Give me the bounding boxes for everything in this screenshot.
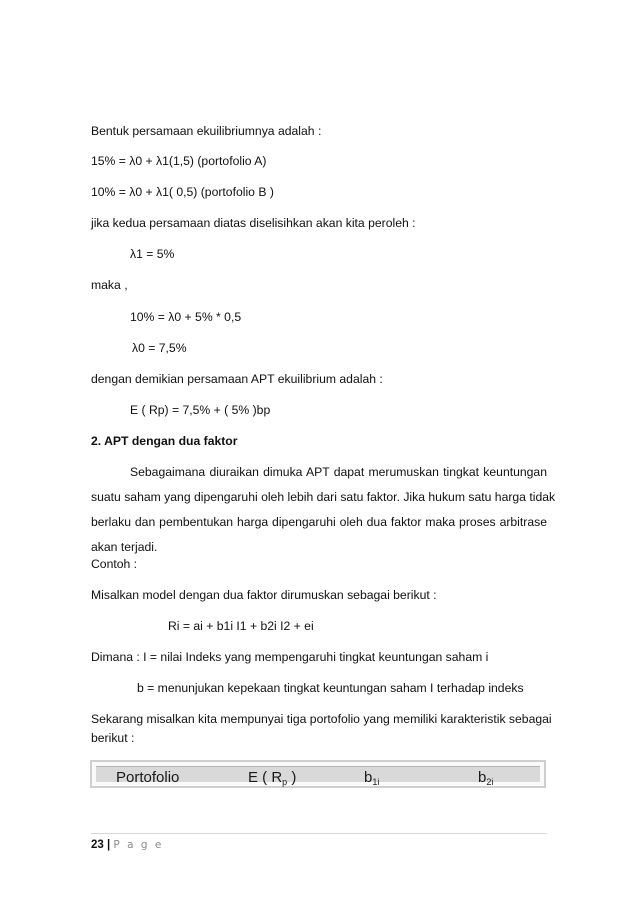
column-header-b2i: $b_{2i}$ [478, 769, 494, 787]
section-heading: 2. APT dengan dua faktor [91, 434, 238, 448]
footer-separator: | [103, 839, 114, 851]
text-line: Misalkan model dengan dua faktor dirumuskan sebagai berikut : [91, 588, 437, 602]
paragraph-line: berlaku dan pembentukan harga dipengaruhi oleh dua faktor maka proses arbitrase [91, 515, 547, 529]
paragraph-line: berikut : [91, 731, 135, 745]
equation-portfolio-b: 10% = λ0 + λ1( 0,5) (portofolio B ) [91, 185, 274, 199]
text-line: dengan demikian persamaan APT ekuilibrium adalah : [91, 372, 383, 386]
column-header-b1i: $b_{1i}$ [364, 769, 380, 787]
column-header-portofolio: Portofolio [116, 769, 180, 786]
page-number: 23 [91, 839, 104, 851]
text-line: Bentuk persamaan ekuilibriumnya adalah : [91, 124, 322, 138]
text-line: jika kedua persamaan diatas diselisihkan akan kita peroleh : [91, 216, 416, 230]
footer-divider [91, 833, 547, 834]
paragraph-line: suatu saham yang dipengaruhi oleh lebih dari satu faktor. Jika hukum satu harga tidak [91, 490, 556, 504]
equation-substitution: 10% = λ0 + 5% * 0,5 [130, 310, 242, 324]
column-header-expected-return: E ( $R_p$ ) [248, 769, 297, 787]
table-header-row [96, 766, 540, 787]
result-lambda0: λ0 = 7,5% [132, 341, 187, 355]
example-label: Contoh : [91, 557, 138, 571]
text-line: maka , [91, 278, 128, 292]
two-factor-formula: Ri = ai + b1i I1 + b2i I2 + ei [168, 619, 314, 633]
paragraph-line: Sekarang misalkan kita mempunyai tiga portofolio yang memiliki karakteristik sebagai [91, 712, 552, 726]
definition-b: b = menunjukan kepekaan tingkat keuntungan saham I terhadap indeks [137, 681, 524, 695]
equation-apt: E ( Rp) = 7,5% + ( 5% )bp [130, 403, 271, 417]
result-lambda1: λ1 = 5% [130, 247, 175, 261]
paragraph-line: Sebagaimana diuraikan dimuka APT dapat merumuskan tingkat keuntungan [130, 465, 547, 479]
paragraph-line: akan terjadi. [91, 540, 158, 554]
page-label: P a g e [113, 839, 164, 851]
portfolio-table-header [90, 760, 546, 788]
equation-portfolio-a: 15% = λ0 + λ1(1,5) (portofolio A) [91, 154, 267, 168]
page-footer [91, 838, 163, 852]
definition-i: Dimana : I = nilai Indeks yang mempengaruhi tingkat keuntungan saham i [91, 650, 489, 664]
